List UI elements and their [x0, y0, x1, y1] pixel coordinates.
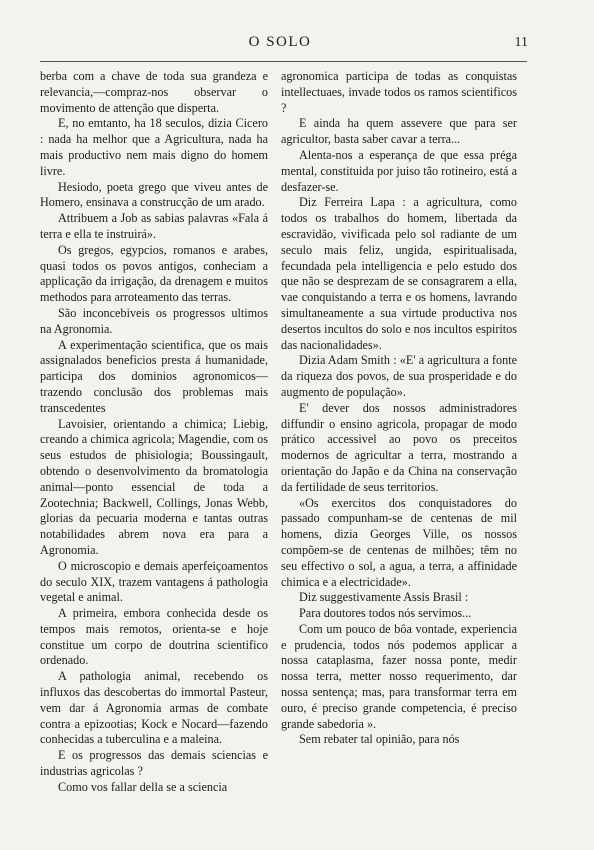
- paragraph: Sem rebater tal opinião, para nós: [299, 732, 460, 747]
- paragraph: Lavoisier, orientando a chimica; Liebig, creando a chimica agricola; Magendie, com os seus estudos de phisiologia; Boussingault, obtendo o desenvolvimento da bromatologia animal—ponto essencial de toda a Zootechnia; Backwell, Collings, Jonas Webb, glorias da pecuaria moderna e tantas outras notabilidades abrem nova era para a Agronomia.: [40, 416, 268, 557]
- paragraph: Attribuem a Job as sabias palavras «Fala á terra e ella te instruirá».: [40, 211, 268, 241]
- header-rule: [40, 61, 527, 62]
- paragraph: E os progressos das demais sciencias e industrias agricolas ?: [40, 748, 268, 779]
- paragraph: Os gregos, egypcios, romanos e arabes, quasi todos os povos antigos, conheciam a applicação da irrigação, da drenagem e muitos methodos para arroteamento das terras.: [40, 242, 268, 305]
- paragraph: E' dever dos nossos administradores diffundir o ensino agricola, propagar de modo prático accessivel ao povo os preceitos modernos de agricultar a terra, mostrando a orientação do Japão e da China na conservação da fertilidade de seus territorios.: [281, 400, 517, 494]
- page-header: [40, 34, 528, 58]
- paragraph: A primeira, embora conhecida desde os tempos mais remotos, orienta-se e hoje constitue um corpo de doutrina scientifico ordenado.: [40, 606, 268, 668]
- paragraph: E ainda ha quem assevere que para ser agricultor, basta saber cavar a terra...: [281, 116, 517, 147]
- paragraph: Como vos fallar della se a sciencia: [58, 779, 228, 794]
- paragraph: E, no emtanto, ha 18 seculos, dizia Cicero : nada ha melhor que a Agricultura, nada ha mais productivo nem mais digno do homem livre.: [40, 116, 268, 178]
- paragraph: berba com a chave de toda sua grandeza e relevancia,—compraz-nos observar o movimento de attenção que disperta.: [40, 69, 268, 115]
- paragraph: Diz Ferreira Lapa : a agricultura, como todos os trabalhos do homem, libertada da escravidão, vivificada pelo sol radiante de um seculo mais feliz, ungida, espiritualisada, fecundada pela intelligencia e pelo estudo dos que não se desprezam de se consagrarem a ella, vae conquistando a terra e os homens, lavrando simultaneamente a sua virtude productiva nos desertos incultos do solo e nos incultos espiritos das nacionalidades».: [281, 195, 517, 352]
- paragraph: A experimentação scientifica, que os mais assignalados beneficios presta á humanidade, participa dos dominios agronomicos—trazendo conclusão dos problemas mais transcedentes: [40, 337, 268, 415]
- paragraph: Dizia Adam Smith : «E' a agricultura a fonte da riqueza dos povos, de sua prosperidade e do augmento de população».: [281, 353, 517, 399]
- paragraph: agronomica participa de todas as conquistas intellectuaes, invade todos os ramos scientificos ?: [281, 69, 517, 115]
- paragraph: São inconcebiveis os progressos ultimos na Agronomia.: [40, 305, 268, 336]
- paragraph: Para doutores todos nós servimos...: [299, 606, 472, 621]
- paragraph: Alenta-nos a esperança de que essa préga mental, constituida por juiso tão rotineiro, está a desfazer-se.: [281, 147, 517, 194]
- paragraph: Hesiodo, poeta grego que viveu antes de Homero, ensinava a construcção de um arado.: [40, 179, 268, 210]
- paragraph: A pathologia animal, recebendo os influxos das descobertas do immortal Pasteur, vem dar á Agronomia armas de combate contra a epizootias; Kock e Nocard—fazendo conhecidas a tuberculina e a maleina.: [40, 669, 268, 747]
- paragraph: O microscopio e demais aperfeiçoamentos do seculo XIX, trazem vantagens á pathologia vegetal e animal.: [40, 558, 268, 605]
- left-column: [40, 69, 268, 796]
- right-column: [281, 69, 517, 748]
- paragraph: «Os exercitos dos conquistadores do passado compunham-se de centenas de mil homens, dizia Georges Ville, os nossos compõem-se de centenas de milhões; têm no seu effectivo o sol, a agua, a terra, a affinidade chimica e a electricidade».: [281, 495, 517, 589]
- paragraph: Diz suggestivamente Assis Brasil :: [299, 590, 469, 605]
- paragraph: Com um pouco de bôa vontade, experiencia e prudencia, todos nós podemos applicar a nossa cataplasma, fazer nossa ponte, medir nossa terra, metter nosso requerimento, dar nossa sentença; mas, para transformar terra em ouro, é preciso grande competencia, é preciso grande sabedoria ».: [281, 621, 517, 731]
- running-title: O SOLO: [248, 34, 312, 50]
- page-number: 11: [514, 35, 528, 50]
